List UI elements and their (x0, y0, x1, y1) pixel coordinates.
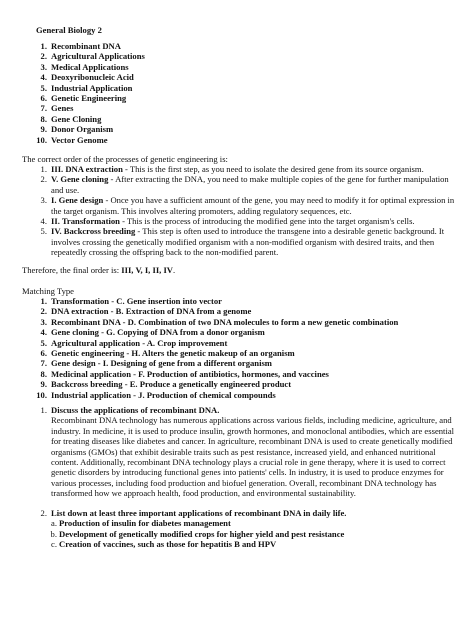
question-2-text: List down at least three important applications of recombinant DNA in daily life. (51, 508, 347, 518)
matching-text: Industrial application - J. Production of chemical compounds (51, 389, 276, 400)
matching-item (37, 317, 457, 327)
question-1-text: Discuss the applications of recombinant DNA. (51, 405, 220, 415)
order-step-number: 3. (40, 195, 47, 206)
term-label: Genes (51, 103, 74, 114)
order-step-item (37, 164, 457, 174)
matching-text: Transformation - C. Gene insertion into vector (51, 296, 222, 306)
term-label: Industrial Application (51, 82, 133, 93)
term-label: Agricultural Applications (51, 51, 145, 62)
order-step-text: - This is the process of introducing the modified gene into the target organism's cells. (119, 216, 415, 227)
order-step-number: 4. (40, 216, 47, 227)
matching-text: Gene cloning - G. Copying of DNA from a donor organism (51, 327, 265, 338)
matching-number: 6. (40, 348, 47, 359)
question-2-item (37, 508, 457, 550)
term-label: Deoxyribonucleic Acid (51, 72, 134, 83)
term-number: 10. (36, 134, 47, 145)
term-item (37, 103, 145, 113)
term-label: Medical Applications (51, 61, 129, 72)
term-item (37, 72, 145, 82)
term-number: 6. (40, 93, 47, 104)
matching-number: 1. (40, 296, 47, 306)
matching-text: Medicinal application - F. Production of antibiotics, hormones, and vaccines (51, 368, 329, 379)
matching-item (37, 338, 457, 348)
term-number: 7. (40, 103, 47, 114)
order-step-label: I. Gene design (51, 195, 104, 206)
final-order-line (22, 265, 175, 275)
application-number: c. (51, 539, 57, 550)
application-item (51, 539, 457, 549)
application-text: Production of insulin for diabetes management (59, 518, 231, 529)
term-item (37, 124, 145, 134)
matching-number: 9. (40, 379, 47, 390)
question-1-number: 1. (40, 405, 47, 415)
matching-number: 4. (40, 327, 47, 338)
application-text: Creation of vaccines, such as those for hepatitis B and HPV (59, 539, 277, 550)
matching-item (37, 379, 457, 389)
final-order-suffix: . (173, 265, 176, 275)
order-step-number: 2. (40, 174, 47, 185)
order-step-text: - This is the first step, as you need to isolate the desired gene from its source organism. (122, 164, 424, 174)
final-order-value: III, V, I, II, IV (121, 265, 174, 275)
final-order-prefix: Therefore, the final order is: (22, 265, 122, 275)
order-step-label: III. DNA extraction (51, 164, 123, 174)
order-step-number: 1. (40, 164, 47, 174)
matching-number: 10. (36, 389, 47, 400)
term-label: Gene Cloning (51, 113, 102, 124)
matching-number: 5. (40, 337, 47, 348)
term-number: 2. (40, 51, 47, 62)
matching-text: Recombinant DNA - D. Combination of two DNA molecules to form a new genetic combination (51, 316, 399, 327)
application-item (51, 518, 457, 528)
matching-item (37, 306, 457, 316)
order-step-item (37, 226, 457, 257)
matching-heading: Matching Type (22, 286, 74, 296)
terms-list (37, 41, 145, 145)
question-2 (37, 508, 457, 550)
application-text: Development of genetically modified crops for higher yield and pest resistance (59, 528, 345, 539)
term-item (37, 62, 145, 72)
term-number: 4. (40, 72, 47, 83)
term-number: 5. (40, 82, 47, 93)
order-step-text: - After extracting the DNA, you need to make multiple copies of the gene for further manipulation and use. (51, 174, 449, 195)
order-step-item (37, 174, 457, 195)
term-item (37, 51, 145, 61)
term-label: Recombinant DNA (51, 41, 121, 51)
term-number: 1. (40, 41, 47, 51)
matching-item (37, 327, 457, 337)
matching-item (37, 296, 457, 306)
matching-item (37, 369, 457, 379)
matching-item (37, 358, 457, 368)
matching-text: Backcross breeding - E. Produce a genetically engineered product (51, 379, 292, 390)
matching-item (37, 390, 457, 400)
matching-number: 3. (40, 316, 47, 327)
order-step-item (37, 216, 457, 226)
question-1-answer: Recombinant DNA technology has numerous applications across various fields, including medicine, agriculture, and industry. In medicine, it is used to produce insulin, growth hormones, and monoclonal antibodies, which are essential for treating diseases like diabetes and cancer. In agriculture, recombinant DNA is used to create genetically modified organisms (GMOs) that exhibit desirable traits such as pest resistance, increased yield, and enhanced nutritional content. Additionally, recombinant DNA technology plays a crucial role in gene therapy, where it is used to correct genetic disorders by introducing functional genes into patients' cells. In industry, it is used to produce enzymes for various processes, including food production and biofuel generation. Overall, recombinant DNA technology has transformed how we approach health, food production, and environmental sustainability. (51, 415, 455, 499)
matching-number: 8. (40, 368, 47, 379)
matching-text: Agricultural application - A. Crop improvement (51, 337, 228, 348)
question-1 (37, 405, 457, 499)
application-item (51, 529, 457, 539)
order-step-text: - This step is often used to introduce the transgene into a desirable genetic background. It involves crossing the genetically modified organism with a non-modified organism with desired traits, and then repeatedly crossing the offspring back to the non-modified parent. (51, 226, 445, 258)
term-label: Genetic Engineering (51, 93, 127, 104)
term-item (37, 83, 145, 93)
term-number: 8. (40, 113, 47, 124)
term-number: 3. (40, 61, 47, 72)
matching-text: Gene design - I. Designing of gene from a different organism (51, 358, 272, 369)
matching-text: DNA extraction - B. Extraction of DNA from a genome (51, 306, 252, 317)
order-step-number: 5. (40, 226, 47, 237)
term-item (37, 135, 145, 145)
order-intro: The correct order of the processes of genetic engineering is: (22, 154, 228, 164)
question-1-item (37, 405, 457, 499)
applications-list (51, 518, 457, 549)
question-2-number: 2. (40, 508, 47, 518)
term-number: 9. (40, 124, 47, 135)
order-steps-list (37, 164, 457, 258)
application-number: a. (51, 518, 57, 529)
matching-list (37, 296, 457, 400)
application-number: b. (50, 528, 57, 539)
term-item (37, 41, 145, 51)
order-step-label: II. Transformation (51, 216, 120, 227)
term-item (37, 114, 145, 124)
matching-number: 2. (40, 306, 47, 317)
order-step-label: V. Gene cloning (51, 174, 109, 185)
term-item (37, 93, 145, 103)
matching-item (37, 348, 457, 358)
term-label: Vector Genome (51, 134, 108, 145)
document-title: General Biology 2 (36, 25, 102, 35)
order-step-text: - Once you have a sufficient amount of the gene, you may need to modify it for optimal expression in the target organism. This involves altering promoters, adding regulatory sequences, etc. (51, 195, 455, 216)
order-step-label: IV. Backcross breeding (51, 226, 136, 237)
order-step-item (37, 195, 457, 216)
matching-text: Genetic engineering - H. Alters the genetic makeup of an organism (51, 348, 295, 359)
term-label: Donor Organism (51, 124, 114, 135)
matching-number: 7. (40, 358, 47, 369)
